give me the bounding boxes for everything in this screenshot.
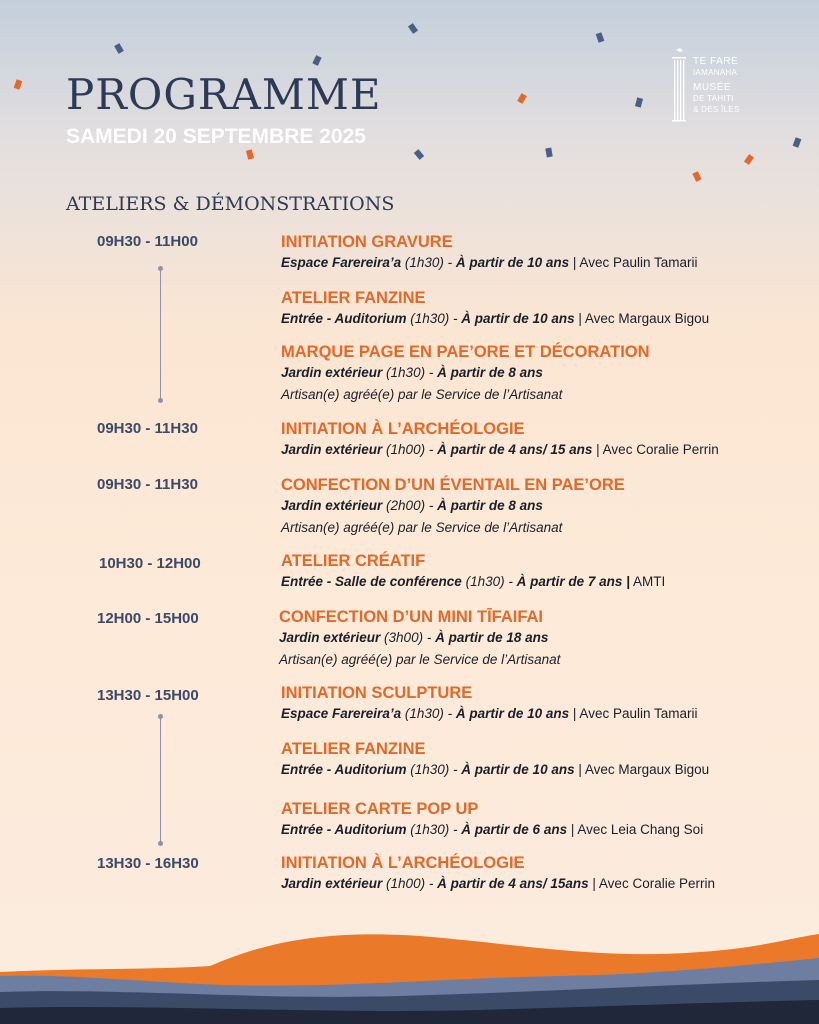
activity-location: Jardin extérieur: [281, 442, 383, 457]
activity-note: Artisan(e) agréé(e) par le Service de l’Artisanat: [281, 387, 563, 402]
activity-location: Jardin extérieur: [281, 498, 383, 513]
activity-host: | Avec Paulin Tamarii: [569, 255, 698, 270]
activity-duration: (1h30) -: [406, 822, 462, 837]
activity-title: MARQUE PAGE EN PAE’ORE ET DÉCORATION: [281, 343, 650, 361]
activity-location: Espace Farereira’a: [281, 706, 402, 721]
activity-location: Entrée - Auditorium: [281, 311, 407, 326]
activity-title: ATELIER FANZINE: [281, 289, 426, 307]
activity-title: CONFECTION D’UN MINI TĪFAIFAI: [279, 608, 543, 626]
activity-detail: [281, 363, 650, 383]
activity-duration: (3h00) -: [380, 630, 436, 645]
time-slot: 13H30 - 15H00: [97, 687, 199, 704]
activity-item: [281, 474, 625, 538]
activity-location: Jardin extérieur: [281, 365, 383, 380]
activity-item: [281, 287, 709, 329]
activity-detail: [281, 820, 703, 840]
activity-age: À partir de 4 ans/ 15ans: [437, 876, 589, 891]
activity-title: CONFECTION D’UN ÉVENTAIL EN PAE’ORE: [281, 476, 625, 494]
activity-host: | Avec Margaux Bigou: [574, 311, 710, 326]
activity-duration: (1h00) -: [382, 876, 438, 891]
activity-host: | Avec Coralie Perrin: [592, 442, 719, 457]
activity-age: À partir de 18 ans: [435, 630, 549, 645]
activity-age: À partir de 4 ans/ 15 ans: [437, 442, 593, 457]
activity-duration: (1h30) -: [406, 311, 462, 326]
activity-duration: (1h30) -: [382, 365, 438, 380]
activity-location: Jardin extérieur: [279, 630, 381, 645]
activity-duration: (1h30) -: [461, 574, 517, 589]
activity-item: [281, 418, 719, 460]
wave-decoration: [0, 930, 819, 1024]
page-title: PROGRAMME: [66, 70, 382, 119]
time-slot: 09H30 - 11H30: [97, 420, 198, 437]
activity-host: | Avec Coralie Perrin: [588, 876, 715, 891]
museum-column-bird-icon: [668, 48, 692, 124]
activity-age: À partir de 10 ans: [461, 311, 575, 326]
logo-line: TE FARE: [693, 56, 739, 67]
time-slot: 10H30 - 12H00: [99, 555, 201, 572]
logo-line: MUSÉE: [693, 82, 732, 93]
activity-item: [281, 852, 715, 894]
activity-title: ATELIER CARTE POP UP: [281, 800, 479, 818]
activity-title: INITIATION GRAVURE: [281, 233, 453, 251]
section-heading: ATELIERS & DÉMONSTRATIONS: [66, 193, 395, 215]
activity-location: Entrée - Salle de conférence: [281, 574, 462, 589]
activity-detail: [281, 309, 709, 329]
activity-item: [281, 682, 698, 724]
activity-item: [281, 231, 698, 273]
activity-age: À partir de 7 ans |: [516, 574, 630, 589]
activity-host: | Avec Paulin Tamarii: [569, 706, 698, 721]
museum-logo: [668, 48, 778, 124]
event-date: SAMEDI 20 SEPTEMBRE 2025: [66, 125, 366, 148]
activity-duration: (1h30) -: [401, 255, 456, 270]
activity-location: Entrée - Auditorium: [281, 762, 407, 777]
activity-item: [281, 738, 709, 780]
activity-host: | Avec Margaux Bigou: [574, 762, 710, 777]
activity-note: Artisan(e) agréé(e) par le Service de l’Artisanat: [279, 652, 561, 667]
activity-title: INITIATION À L’ARCHÉOLOGIE: [281, 854, 525, 872]
activity-location: Entrée - Auditorium: [281, 822, 407, 837]
activity-detail: [281, 704, 698, 724]
activity-detail: [281, 760, 709, 780]
activity-title: ATELIER CRÉATIF: [281, 552, 426, 570]
activity-host: AMTI: [629, 574, 666, 589]
activity-duration: (1h30) -: [406, 762, 462, 777]
activity-item: [279, 606, 560, 670]
activity-location: Espace Farereira’a: [281, 255, 402, 270]
activity-note: Artisan(e) agréé(e) par le Service de l’Artisanat: [281, 520, 563, 535]
activity-duration: (1h30) -: [401, 706, 456, 721]
activity-duration: (1h00) -: [382, 442, 438, 457]
activity-item: [281, 550, 665, 592]
activity-title: ATELIER FANZINE: [281, 740, 426, 758]
activity-host: | Avec Leia Chang Soi: [567, 822, 704, 837]
activity-detail: [281, 874, 715, 894]
logo-line: IAMANAHA: [693, 68, 738, 77]
activity-age: À partir de 10 ans: [461, 762, 575, 777]
time-slot: 09H30 - 11H00: [97, 233, 198, 250]
activity-age: À partir de 10 ans: [455, 706, 570, 721]
activity-detail: [279, 628, 560, 648]
activity-age: À partir de 10 ans: [455, 255, 570, 270]
activity-age: À partir de 8 ans: [437, 365, 543, 380]
activity-detail: [281, 572, 665, 592]
time-slot: 13H30 - 16H30: [97, 855, 199, 872]
timeline-connector: [156, 266, 166, 403]
logo-line: & DES ÎLES: [693, 105, 740, 114]
activity-item: [281, 798, 703, 840]
activity-title: INITIATION SCULPTURE: [281, 684, 473, 702]
activity-location: Jardin extérieur: [281, 876, 383, 891]
logo-line: DE TAHITI: [693, 94, 734, 103]
time-slot: 12H00 - 15H00: [97, 610, 199, 627]
activity-item: [281, 341, 650, 405]
time-slot: 09H30 - 11H30: [97, 476, 198, 493]
activity-title: INITIATION À L’ARCHÉOLOGIE: [281, 420, 525, 438]
timeline-connector: [156, 714, 166, 846]
activity-age: À partir de 6 ans: [461, 822, 568, 837]
activity-detail: [281, 440, 719, 460]
activity-age: À partir de 8 ans: [437, 498, 543, 513]
activity-detail: [281, 496, 625, 516]
activity-detail: [281, 253, 698, 273]
activity-duration: (2h00) -: [382, 498, 438, 513]
